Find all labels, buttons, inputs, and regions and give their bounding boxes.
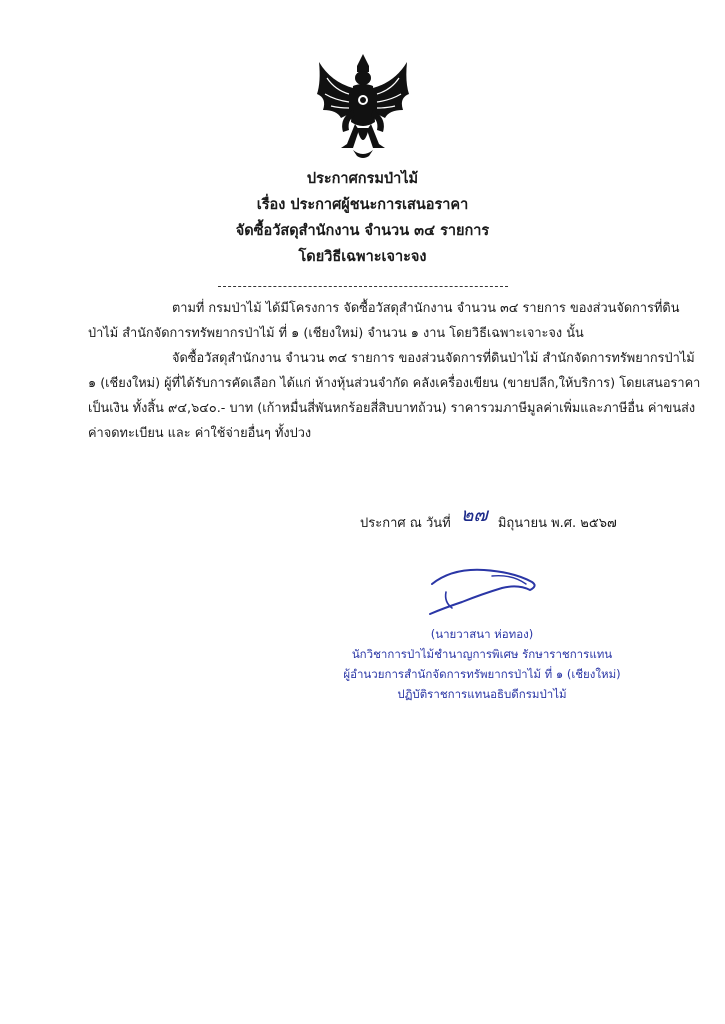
title-line-subject: เรื่อง ประกาศผู้ชนะการเสนอราคา [256,197,469,213]
body-line: เป็นเงิน ทั้งสิ้น ๙๔,๖๔๐.- บาท (เก้าหมื่นสี่พันหกร้อยสี่สิบบาทถ้วน) ราคารวมภาษีมูลค่าเพิ่มและภาษีอื่น ค่าขนส่ง [88,401,696,416]
announcement-body [88,296,701,446]
body-line: ป่าไม้ สำนักจัดการทรัพยากรป่าไม้ ที่ ๑ (เชียงใหม่) จำนวน ๑ งาน โดยวิธีเฉพาะเจาะจง นั้น [88,326,584,341]
signatory-position: นักวิชาการป่าไม้ชำนาญการพิเศษ รักษาราชการแทน [351,647,613,661]
signatory-block [342,624,622,704]
announcement-date [360,504,617,537]
date-suffix: มิถุนายน พ.ศ. ๒๕๖๗ [497,516,617,531]
title-line-item: จัดซื้อวัสดุสำนักงาน จำนวน ๓๔ รายการ [235,223,490,239]
announcement-title [0,166,725,270]
handwritten-day: ๒๗ [460,504,488,526]
body-line: ค่าจดทะเบียน และ ค่าใช้จ่ายอื่นๆ ทั้งปวง [88,426,312,441]
signatory-acting: ปฏิบัติราชการแทนอธิบดีกรมป่าไม้ [397,687,567,701]
body-line: ตามที่ กรมป่าไม้ ได้มีโครงการ จัดซื้อวัสดุสำนักงาน จำนวน ๓๔ รายการ ของส่วนจัดการที่ดิน [172,301,680,316]
signatory-office: ผู้อำนวยการสำนักจัดการทรัพยากรป่าไม้ ที่ ๑ (เชียงใหม่) [343,667,621,681]
garuda-emblem-icon [313,52,413,162]
body-line: ๑ (เชียงใหม่) ผู้ที่ได้รับการคัดเลือก ได้แก่ ห้างหุ้นส่วนจำกัด คลังเครื่องเขียน (ขายปลีก,ให้บริการ) โดยเสนอราคา [88,376,701,391]
date-prefix: ประกาศ ณ วันที่ [360,516,451,531]
title-line-1: ประกาศกรมป่าไม้ [306,171,419,187]
body-line: จัดซื้อวัสดุสำนักงาน จำนวน ๓๔ รายการ ของส่วนจัดการที่ดินป่าไม้ สำนักจัดการทรัพยากรป่าไม้ [172,351,695,366]
title-divider [218,286,508,287]
signatory-name: (นายวาสนา ห่อทอง) [430,627,534,641]
handwritten-signature-icon [422,562,542,622]
title-line-method: โดยวิธีเฉพาะเจาะจง [298,249,427,265]
